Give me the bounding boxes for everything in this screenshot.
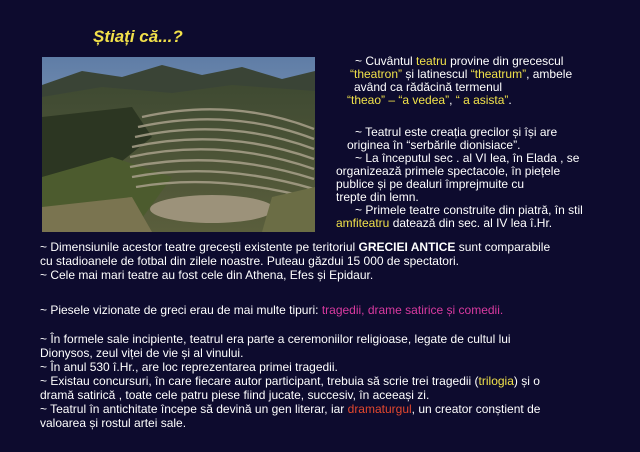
bottom-line9: dramă satirică , toate cele patru piese fiind jucate, succesiv, în aceeași zi. xyxy=(40,388,430,402)
text: ~ Existau concursuri, în care fiecare autor participant, trebuia să scrie trei tragedii ( xyxy=(40,374,479,388)
bottom-line2: cu stadioanele de fotbal din zilele noastre. Puteau găzdui 15 000 de spectatori. xyxy=(40,254,459,268)
bottom-line3: ~ Cele mai mari teatre au fost cele din Athena, Efes și Epidaur. xyxy=(40,268,374,282)
highlight-asista: “ a asista” xyxy=(455,93,509,107)
text: ~ Dimensiunile acestor teatre grecești existente pe teritoriul xyxy=(40,240,359,254)
right-p1-line3: având ca rădăcină termenul xyxy=(354,80,503,94)
text: ~ Piesele vizionate de greci erau de mai multe tipuri: xyxy=(40,303,322,317)
bottom-line8 xyxy=(40,375,540,388)
text: sunt comparabile xyxy=(455,240,551,254)
highlight-play-types: tragedii, drame satirice și comedii. xyxy=(321,303,504,317)
right-p2-line3: ~ La începutul sec . al VI lea, în Elada , se xyxy=(355,151,580,165)
bottom-line6: Dionysos, zeul viței de vie și al vinului. xyxy=(40,346,244,360)
text: , un creator conștient de xyxy=(411,402,541,416)
theatre-photo-illustration xyxy=(42,57,315,232)
text: ~ Cuvântul xyxy=(355,54,417,68)
highlight-teatru: teatru xyxy=(416,54,447,68)
bottom-line11: valoarea și rostul artei sale. xyxy=(40,416,187,430)
text: și latinescul xyxy=(402,67,471,81)
right-p2-line4: organizează primele spectacole, în piețele xyxy=(336,164,561,178)
right-p2-line6: trepte din lemn. xyxy=(336,190,419,204)
highlight-dramaturgul: dramaturgul xyxy=(347,402,412,416)
right-p2-line2: originea în “serbările dionisiace”. xyxy=(347,138,521,152)
text: provine din grecescul xyxy=(446,54,564,68)
highlight-trilogia: trilogia xyxy=(478,374,514,388)
right-p2-line7: ~ Primele teatre construite din piatră, în stil xyxy=(355,203,583,217)
right-p1-line4 xyxy=(347,94,512,107)
highlight-theatron: “theatron” xyxy=(350,67,403,81)
highlight-theao: “theao” – “a vedea” xyxy=(347,93,450,107)
bottom-line10 xyxy=(40,403,540,416)
bottom-line5: ~ În formele sale incipiente, teatrul era parte a ceremoniilor religioase, legate de cultul lui xyxy=(40,332,511,346)
text: ~ Teatrul în antichitate începe să devină un gen literar, iar xyxy=(40,402,348,416)
bottom-line7: ~ În anul 530 î.Hr., are loc reprezentarea primei tragedii. xyxy=(40,360,338,374)
right-p2-line1: ~ Teatrul este creația grecilor și își are xyxy=(355,125,558,139)
text: ) și o xyxy=(513,374,540,388)
text: , ambele xyxy=(526,67,573,81)
bold-greciei-antice: GRECIEI ANTICE xyxy=(358,240,456,254)
text: datează din sec. al IV lea î.Hr. xyxy=(389,216,553,230)
right-p2-line5: publice și pe dealuri împrejmuite cu xyxy=(336,177,525,191)
slide-title: Știați că...? xyxy=(93,27,183,46)
right-p2-line8 xyxy=(336,217,552,230)
highlight-theatrum: “theatrum” xyxy=(470,67,527,81)
theatre-photo xyxy=(42,57,315,232)
bottom-line4 xyxy=(40,304,503,317)
highlight-amfiteatru: amfiteatru xyxy=(336,216,390,230)
text: . xyxy=(508,93,512,107)
bottom-line1 xyxy=(40,241,550,254)
text: , xyxy=(449,93,456,107)
